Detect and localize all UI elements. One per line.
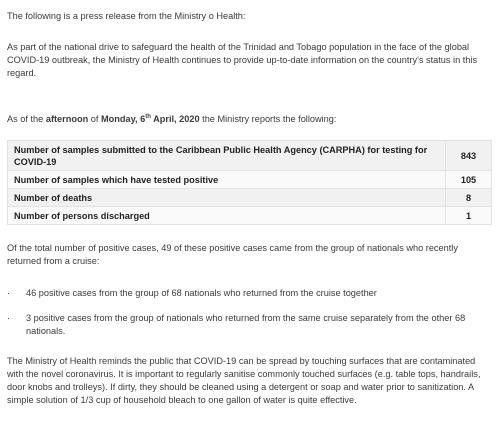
row-value: 1: [446, 207, 492, 225]
paragraph-cruise: Of the total number of positive cases, 49 of these positive cases came from the group of nationals who recently returned from a cruise:: [7, 243, 458, 266]
row-label: Number of persons discharged: [8, 207, 446, 225]
date-post: the Ministry reports the following:: [199, 114, 337, 125]
row-label: Number of deaths: [8, 189, 446, 207]
list-item: 46 positive cases from the group of 68 nationals who returned from the cruise together: [26, 288, 377, 298]
row-label: Number of samples which have tested positive: [8, 171, 446, 189]
table-row: [8, 207, 492, 225]
date-sup: th: [145, 114, 151, 120]
date-mid: of: [88, 114, 101, 125]
date-day: Monday, 6: [100, 114, 146, 125]
table-row: [8, 141, 492, 171]
table-row: [8, 189, 492, 207]
row-value: 8: [446, 189, 492, 207]
row-value: 843: [446, 141, 492, 171]
intro-line: The following is a press release from the Ministry o Health:: [7, 11, 246, 21]
stats-table: [7, 140, 492, 225]
row-label: Number of samples submitted to the Caribbean Public Health Agency (CARPHA) for testing for COVID-19: [8, 141, 446, 171]
date-pre: As of the: [7, 114, 46, 125]
paragraph-reminder: The Ministry of Health reminds the public that COVID-19 can be spread by touching surfaces that are contaminated with the novel coronavirus. It is important to regularly sanitise commonly touched surfaces (e.g. table tops, handrails, door knobs and trolleys). If dirty, they should be cleaned using a detergent or soap and water prior to sanitization. A simple solution of 1/3 cup of household bleach to one gallon of water is quite effective.: [7, 356, 481, 405]
bullet-marker: ·: [7, 288, 11, 298]
row-value: 105: [446, 171, 492, 189]
bullet-marker: ·: [7, 313, 11, 323]
paragraph-status: As part of the national drive to safeguard the health of the Trinidad and Tobago population in the face of the global COVID-19 outbreak, the Ministry of Health continues to provide up-to-date information on the country's status in this regard.: [7, 42, 478, 78]
date-line: [7, 111, 493, 126]
list-item: 3 positive cases from the group of nationals who returned from the same cruise separately from the other 68 nationals.: [26, 313, 466, 336]
table-row: [8, 171, 492, 189]
date-year: April, 2020: [150, 114, 200, 125]
date-afternoon: afternoon: [45, 114, 89, 125]
